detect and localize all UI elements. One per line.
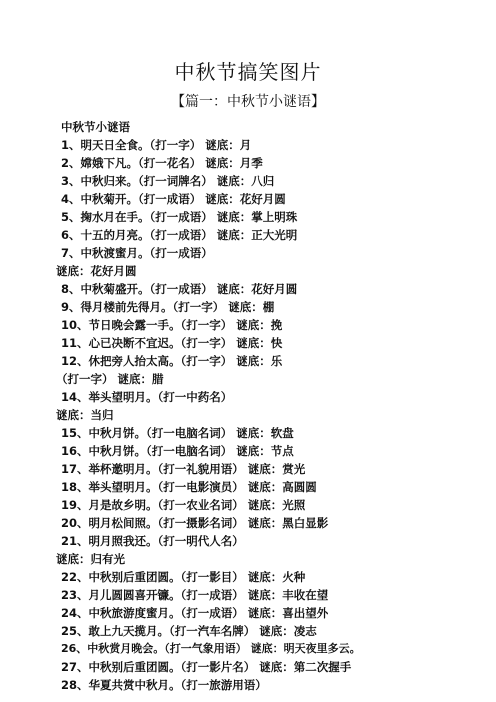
section-heading: 【篇一：中秋节小谜语】: [171, 94, 325, 110]
riddle-line: 16、中秋月饼。（打一电脑名词） 谜底：节点: [61, 444, 294, 458]
riddle-line: 22、中秋别后重团圆。（打一影目） 谜底：火种: [61, 570, 306, 584]
riddle-line: 24、中秋旅游度蜜月。（打一成语） 谜底：喜出望外: [61, 606, 329, 620]
riddle-line: 20、明月松间照。（打一摄影名词） 谜底：黑白显影: [61, 516, 329, 530]
riddle-line: 2、嫦娥下凡。（打一花名） 谜底：月季: [61, 156, 263, 170]
riddle-line: 27、中秋别后重团圆。（打一影片名） 谜底：第二次握手: [61, 660, 352, 674]
page-title: 中秋节搞笑图片: [174, 60, 322, 84]
riddle-line: 9、得月楼前先得月。（打一字） 谜底：棚: [61, 300, 275, 314]
riddle-line: 3、中秋归来。（打一词牌名） 谜底：八归: [61, 174, 275, 188]
riddle-line: 23、月儿圆圆喜开镰。（打一成语） 谜底：丰收在望: [61, 588, 329, 602]
riddle-line: 28、华夏共赏中秋月。（打一旅游用语）: [61, 678, 267, 692]
riddle-answer-line: （打一字） 谜底：腊: [56, 372, 164, 386]
riddle-line: 4、中秋菊开。（打一成语） 谜底：花好月圆: [61, 192, 286, 206]
riddle-line: 10、节日晚会露一手。（打一字） 谜底：挽: [61, 318, 283, 332]
riddle-line: 12、休把旁人抬太高。（打一字） 谜底：乐: [61, 354, 283, 368]
riddle-line: 21、明月照我还。（打一明代人名）: [61, 534, 244, 548]
riddle-line: 25、敢上九天揽月。（打一汽车名牌） 谜底：凌志: [61, 624, 317, 638]
riddle-line: 14、举头望明月。（打一中药名）: [61, 390, 233, 404]
riddle-line: 19、月是故乡明。（打一农业名词） 谜底：光照: [61, 498, 306, 512]
riddle-line: 18、举头望明月。（打一电影演员） 谜底：高圆圆: [61, 480, 317, 494]
riddle-line: 1、明天日全食。（打一字） 谜底：月: [61, 138, 252, 152]
riddle-answer-line: 谜底：归有光: [56, 552, 125, 566]
riddle-answer-line: 谜底：花好月圆: [56, 264, 137, 278]
riddle-line: 8、中秋菊盛开。（打一成语） 谜底：花好月圆: [61, 282, 298, 296]
riddle-line: 17、举杯邀明月。（打一礼貌用语） 谜底：赏光: [61, 462, 306, 476]
riddle-answer-line: 谜底：当归: [56, 408, 114, 422]
riddle-line: 11、心已决断不宜迟。（打一字） 谜底：快: [61, 336, 283, 350]
riddle-line: 5、掬水月在手。（打一成语） 谜底：掌上明珠: [61, 210, 298, 224]
riddle-line: 26、中秋赏月晚会。（打一气象用语） 谜底：明天夜里多云。: [61, 642, 361, 655]
riddle-line: 7、中秋渡蜜月。（打一成语）: [61, 246, 213, 260]
riddle-line: 15、中秋月饼。（打一电脑名词） 谜底：软盘: [61, 426, 294, 440]
riddle-line: 6、十五的月亮。（打一成语） 谜底：正大光明: [61, 228, 298, 242]
list-heading: 中秋节小谜语: [61, 120, 130, 134]
